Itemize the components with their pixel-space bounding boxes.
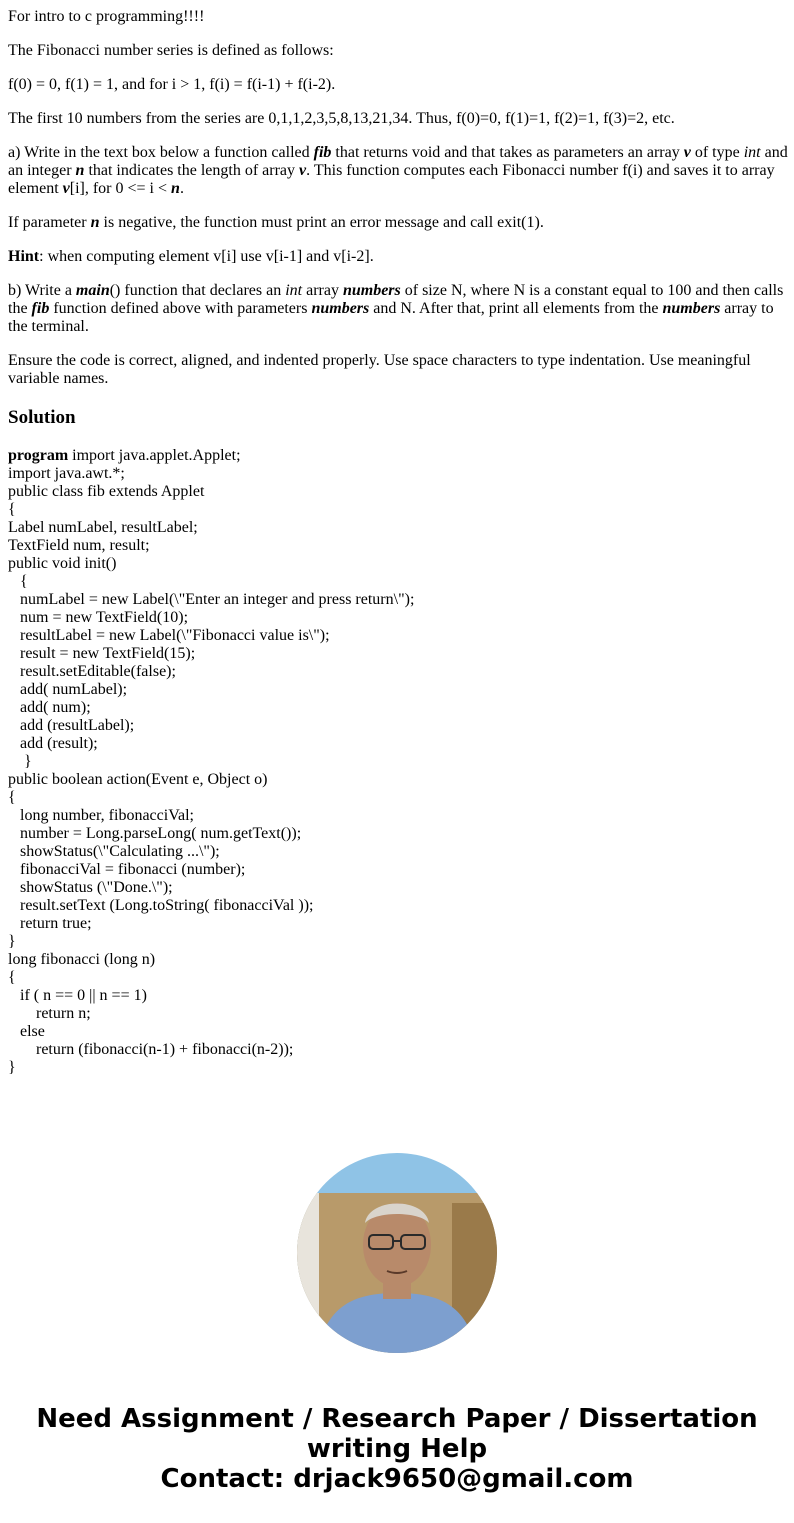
text-run: and an integer bbox=[8, 144, 788, 179]
text-run: that returns void and that takes as parameters an array bbox=[331, 144, 684, 161]
code-keyword-program: program bbox=[8, 447, 69, 464]
code-line: fibonacciVal = fibonacci (number); bbox=[8, 861, 246, 878]
intro-line: For intro to c programming!!!! bbox=[8, 8, 205, 25]
banner-contact: Contact: drjack9650@gmail.com bbox=[160, 1464, 634, 1494]
text-run: : when computing element v[i] use v[i-1] and v[i-2]. bbox=[39, 248, 374, 265]
text-run: array to the terminal. bbox=[8, 300, 774, 335]
emph-n: n bbox=[171, 180, 180, 197]
text-run: function defined above with parameters bbox=[49, 300, 312, 317]
emph-int: int bbox=[285, 282, 303, 299]
emph-numbers: numbers bbox=[662, 300, 721, 317]
emph-n: n bbox=[75, 162, 85, 179]
definition-formula: f(0) = 0, f(1) = 1, and for i > 1, f(i) = f(i-1) + f(i-2). bbox=[8, 76, 336, 93]
code-line: { bbox=[8, 789, 16, 806]
formatting-note: Ensure the code is correct, aligned, and indented properly. Use space characters to type indentation. Use meaningful variable names. bbox=[8, 352, 751, 387]
avatar-wall-edge bbox=[297, 1193, 319, 1353]
text-run: a) Write in the text box below a function called bbox=[8, 144, 314, 161]
part-b-instructions bbox=[8, 282, 788, 336]
negative-param-note bbox=[8, 214, 544, 232]
code-line bbox=[8, 447, 414, 465]
code-line: result.setEditable(false); bbox=[8, 663, 176, 680]
avatar-portrait bbox=[297, 1153, 497, 1353]
part-a-instructions bbox=[8, 144, 788, 198]
text-run: of type bbox=[690, 144, 744, 161]
code-line: { bbox=[8, 969, 16, 986]
text-run: that indicates the length of array bbox=[84, 162, 300, 179]
series-example: The first 10 numbers from the series are 0,1,1,2,3,5,8,13,21,34. Thus, f(0)=0, f(1)=1, f(2)=1, f(3)=2, etc. bbox=[8, 110, 675, 127]
emph-fib: fib bbox=[31, 300, 50, 317]
emph-v: v bbox=[683, 144, 691, 161]
code-text: import java.applet.Applet; bbox=[68, 447, 241, 464]
code-line: result = new TextField(15); bbox=[8, 645, 196, 662]
code-line: resultLabel = new Label(\"Fibonacci value is\"); bbox=[8, 627, 330, 644]
code-line: add (result); bbox=[8, 735, 98, 752]
text-run: of size N, where N is a constant equal to 100 and then calls the bbox=[8, 282, 784, 317]
emph-v: v bbox=[299, 162, 307, 179]
code-line: long fibonacci (long n) bbox=[8, 951, 156, 968]
code-line: Label numLabel, resultLabel; bbox=[8, 519, 198, 536]
text-run: is negative, the function must print an error message and call exit(1). bbox=[99, 214, 544, 231]
code-line: } bbox=[8, 1059, 16, 1076]
banner-line-2: writing Help bbox=[306, 1434, 488, 1464]
promo-banner bbox=[0, 1404, 794, 1494]
solution-heading: Solution bbox=[8, 407, 76, 428]
solution-code bbox=[8, 447, 414, 1077]
emph-numbers: numbers bbox=[342, 282, 401, 299]
code-line: return (fibonacci(n-1) + fibonacci(n-2)); bbox=[8, 1041, 294, 1058]
code-line: TextField num, result; bbox=[8, 537, 150, 554]
text-run: . bbox=[179, 180, 184, 197]
text-run: array bbox=[302, 282, 343, 299]
text-run: b) Write a bbox=[8, 282, 76, 299]
code-line: num = new TextField(10); bbox=[8, 609, 189, 626]
code-line: if ( n == 0 || n == 1) bbox=[8, 987, 147, 1004]
emph-v: v bbox=[62, 180, 70, 197]
code-line: number = Long.parseLong( num.getText()); bbox=[8, 825, 302, 842]
code-line: { bbox=[8, 573, 28, 590]
text-run: () function that declares an bbox=[109, 282, 286, 299]
code-line: numLabel = new Label(\"Enter an integer and press return\"); bbox=[8, 591, 415, 608]
hint bbox=[8, 248, 374, 266]
code-line: public class fib extends Applet bbox=[8, 483, 205, 500]
emph-numbers: numbers bbox=[311, 300, 370, 317]
banner-line-1: Need Assignment / Research Paper / Dissertation bbox=[36, 1404, 758, 1434]
emph-int: int bbox=[743, 144, 761, 161]
code-line: public boolean action(Event e, Object o) bbox=[8, 771, 268, 788]
text-run: . This function computes each Fibonacci number f(i) and saves it to array element bbox=[8, 162, 775, 197]
code-line: add( num); bbox=[8, 699, 91, 716]
code-line: long number, fibonacciVal; bbox=[8, 807, 194, 824]
author-avatar bbox=[297, 1153, 497, 1353]
code-line: return n; bbox=[8, 1005, 91, 1022]
code-line: import java.awt.*; bbox=[8, 465, 125, 482]
code-line: } bbox=[8, 933, 16, 950]
code-line: add( numLabel); bbox=[8, 681, 128, 698]
code-line: add (resultLabel); bbox=[8, 717, 135, 734]
emph-main: main bbox=[75, 282, 110, 299]
emph-fib: fib bbox=[313, 144, 332, 161]
emph-n: n bbox=[90, 214, 100, 231]
code-line: { bbox=[8, 501, 16, 518]
code-line: public void init() bbox=[8, 555, 117, 572]
code-line: showStatus (\"Done.\"); bbox=[8, 879, 173, 896]
code-line: else bbox=[8, 1023, 45, 1040]
text-run: [i], for 0 <= i < bbox=[69, 180, 172, 197]
text-run: and N. After that, print all elements from the bbox=[369, 300, 663, 317]
code-line: showStatus(\"Calculating ...\"); bbox=[8, 843, 220, 860]
hint-label: Hint bbox=[8, 248, 40, 265]
code-line: return true; bbox=[8, 915, 92, 932]
code-line: } bbox=[8, 753, 32, 770]
definition-intro: The Fibonacci number series is defined as follows: bbox=[8, 42, 334, 59]
code-line: result.setText (Long.toString( fibonacciVal )); bbox=[8, 897, 314, 914]
text-run: If parameter bbox=[8, 214, 91, 231]
